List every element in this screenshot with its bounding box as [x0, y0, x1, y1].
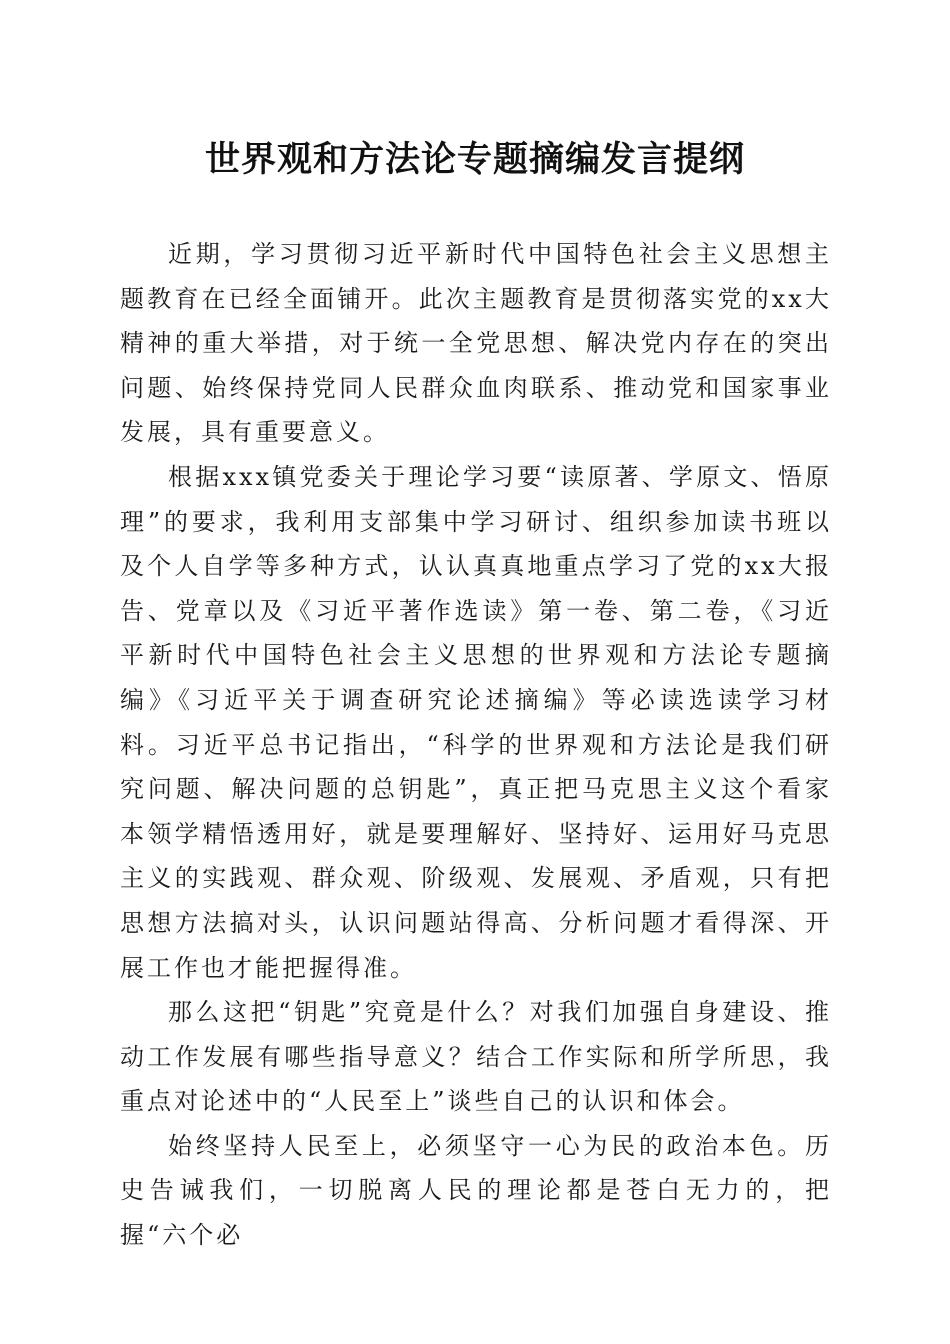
paragraph-key-question: 那么这把“钥匙”究竟是什么？对我们加强自身建设、推动工作发展有哪些指导意义？结合工作实际和所学所思，我重点对论述中的“人民至上”谈些自己的认识和体会。 [120, 998, 832, 1116]
paragraph-intro: 近期，学习贯彻习近平新时代中国特色社会主义思想主题教育在已经全面铺开。此次主题教育是贯彻落实党的xx大精神的重大举措，对于统一全党思想、解决党内存在的突出问题、始终保持党同人民群众血肉联系、推动党和国家事业发展，具有重要意义。 [120, 240, 832, 447]
document-body [120, 232, 832, 1258]
document-title: 世界观和方法论专题摘编发言提纲 [204, 139, 745, 180]
paragraph-people-first: 始终坚持人民至上，必须坚守一心为民的政治本色。历史告诫我们，一切脱离人民的理论都是苍白无力的，把握“六个必 [120, 1131, 832, 1250]
paragraph-study: 根据xxx镇党委关于理论学习要“读原著、学原文、悟原理”的要求，我利用支部集中学习研讨、组织参加读书班以及个人自学等多种方式，认认真真地重点学习了党的xx大报告、党章以及《习近平著作选读》第一卷、第二卷，《习近平新时代中国特色社会主义思想的世界观和方法论专题摘编》《习近平关于调查研究论述摘编》等必读选读学习材料。习近平总书记指出，“科学的世界观和方法论是我们研究问题、解决问题的总钥匙”，真正把马克思主义这个看家本领学精悟透用好，就是要理解好、坚持好、运用好马克思主义的实践观、群众观、阶级观、发展观、矛盾观，只有把思想方法搞对头，认识问题站得高、分析问题才看得深、开展工作也才能把握得准。 [120, 462, 832, 982]
